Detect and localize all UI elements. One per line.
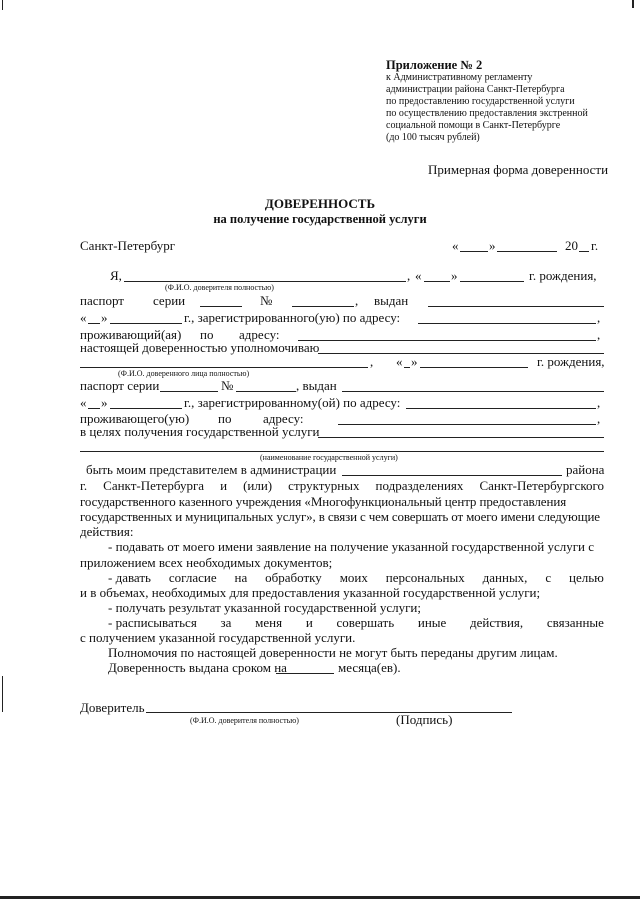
bullet-1-cont: приложением всех необходимых документов; <box>80 555 333 570</box>
agent-issued-month-field[interactable] <box>110 408 182 409</box>
bullet-2-cont: и в объемах, необходимых для предоставления указанной государственной услуги; <box>80 585 541 600</box>
validity-unit: месяца(ев). <box>338 660 401 675</box>
date-month-field[interactable] <box>497 251 557 252</box>
passport-issued-label: выдан <box>374 293 409 308</box>
agent-passport-issued-label: , выдан <box>296 378 337 393</box>
principal-birth-day[interactable] <box>424 281 450 282</box>
passport-label: паспорт <box>80 293 124 308</box>
principal-fio-caption: (Ф.И.О. доверителя полностью) <box>165 283 274 292</box>
agent-passport-label: паспорт серии <box>80 378 160 393</box>
principal-residing-po: по <box>200 327 214 342</box>
powers-text: Полномочия по настоящей доверенности не могут быть переданы другим лицам. <box>108 645 558 660</box>
body-line-1: быть моим представителем в администрации <box>86 462 337 477</box>
bullet-1: - подавать от моего имени заявление на получение указанной государственной услуги с <box>108 539 595 554</box>
service-name-field[interactable] <box>318 437 604 438</box>
appendix-line: по предоставлению государственной услуги <box>386 96 575 107</box>
date-year-suffix: г. <box>591 238 599 253</box>
body-line-3: государственного казенного учреждения «Многофункциональный центр предоставления <box>80 494 567 509</box>
agent-passport-number-label: № <box>221 378 234 393</box>
signature-fio-caption: (Ф.И.О. доверителя полностью) <box>190 716 299 725</box>
bullet-4-cont: с получением указанной государственной услуги. <box>80 630 356 645</box>
word: обработку <box>265 570 322 585</box>
word: связанные <box>546 615 604 630</box>
passport-series-label: серии <box>153 293 186 308</box>
word: данных, <box>482 570 528 585</box>
scan-edge-left <box>2 0 3 10</box>
word: - расписываться <box>108 615 197 630</box>
principal-birth-year[interactable] <box>504 281 524 282</box>
agent-passport-issued-by-field[interactable] <box>342 391 604 392</box>
bullet-3: - получать результат указанной государственной услуги; <box>108 600 422 615</box>
agent-residing-field[interactable] <box>338 424 596 425</box>
word: согласие <box>168 570 217 585</box>
agent-passport-series-field[interactable] <box>160 391 218 392</box>
appendix-line: к Административному регламенту <box>386 72 533 83</box>
agent-comma: , <box>370 354 374 369</box>
appendix-line: социальной помощи в Санкт-Петербурге <box>386 120 561 131</box>
agent-registered-field[interactable] <box>406 408 596 409</box>
date-quote-open: « <box>452 238 459 253</box>
bullet-4 <box>108 615 604 631</box>
date-year-prefix: 20 <box>565 238 578 253</box>
appendix-title: Приложение № 2 <box>386 58 483 72</box>
issued-quote-close: » <box>101 310 108 325</box>
agent-birth-month[interactable] <box>420 367 528 368</box>
agent-birth-label: г. рождения, <box>537 354 605 369</box>
agent-fio-field-cont[interactable] <box>80 367 368 368</box>
word: целью <box>569 570 604 585</box>
principal-birth-label: г. рождения, <box>529 268 597 283</box>
principal-fio-signature-field[interactable] <box>146 712 386 713</box>
principal-ya: Я, <box>110 268 122 283</box>
agent-residing-po: по <box>218 411 232 426</box>
word: (или) <box>243 478 273 493</box>
appendix-line: по осуществлению предоставления экстренной <box>386 108 588 119</box>
agent-quote-close: » <box>411 354 418 369</box>
appendix-line: (до 100 тысяч рублей) <box>386 132 480 143</box>
form-note: Примерная форма доверенности <box>428 162 609 177</box>
agent-registered-comma: , <box>597 395 601 410</box>
principal-residing-field[interactable] <box>298 340 596 341</box>
agent-birth-day[interactable] <box>404 367 410 368</box>
passport-number-label: № <box>260 293 273 308</box>
principal-fio-field[interactable] <box>124 281 406 282</box>
date-year-field[interactable] <box>579 251 589 252</box>
signature-sign-caption: (Подпись) <box>396 712 453 727</box>
issued-quote-open: « <box>80 310 87 325</box>
word: и <box>220 478 228 493</box>
issued-day-field[interactable] <box>88 323 100 324</box>
agent-passport-number-field[interactable] <box>236 391 296 392</box>
agent-issued-quote-open: « <box>80 395 87 410</box>
agent-residing-address: адресу: <box>263 411 304 426</box>
principal-residing-comma: , <box>597 327 601 342</box>
principal-quote-close: » <box>451 268 458 283</box>
word: совершать <box>336 615 395 630</box>
passport-series-field[interactable] <box>200 306 242 307</box>
appendix-line: администрации района Санкт-Петербурга <box>386 84 565 95</box>
administration-district-field[interactable] <box>342 475 562 476</box>
passport-number-field[interactable] <box>292 306 354 307</box>
signature-label: Доверитель <box>80 700 145 715</box>
service-name-field-cont[interactable] <box>80 451 604 452</box>
word: с <box>545 570 552 585</box>
agent-residing-comma: , <box>597 411 601 426</box>
agent-quote-open: « <box>396 354 403 369</box>
agent-issued-quote-close: » <box>101 395 108 410</box>
issued-month-field[interactable] <box>110 323 182 324</box>
principal-registered-comma: , <box>597 310 601 325</box>
body-line-4: государственных и муниципальных услуг», в связи с чем совершать от моего имени следующие <box>80 509 600 524</box>
bullet-2 <box>108 570 604 586</box>
scan-edge-bottom <box>0 896 640 899</box>
word: Санкт-Петербурга <box>103 478 205 493</box>
word: г. <box>80 478 88 493</box>
word: подразделениях <box>375 478 464 493</box>
principal-registered-field[interactable] <box>418 323 596 324</box>
principal-quote-open: « <box>415 268 422 283</box>
word: за <box>220 615 232 630</box>
agent-fio-caption: (Ф.И.О. доверенного лица полностью) <box>118 369 250 378</box>
word: и <box>305 615 313 630</box>
place: Санкт-Петербург <box>80 238 176 253</box>
word: иные <box>417 615 447 630</box>
purpose-label: в целях получения государственной услуги <box>80 424 320 439</box>
scan-edge-right <box>632 0 634 8</box>
word: на <box>234 570 248 585</box>
document-subtitle: на получение государственной услуги <box>213 212 427 226</box>
word: меня <box>255 615 283 630</box>
principal-residing-address: адресу: <box>239 327 280 342</box>
word: структурных <box>288 478 360 493</box>
word: моих <box>339 570 368 585</box>
principal-registered-label: г., зарегистрированного(ую) по адресу: <box>184 310 401 325</box>
date-quote-close: » <box>489 238 496 253</box>
principal-comma: , <box>407 268 411 283</box>
agent-issued-day-field[interactable] <box>88 408 100 409</box>
scan-edge-left <box>2 676 3 712</box>
body-line-2 <box>80 478 604 494</box>
word: персональных <box>385 570 465 585</box>
word: Санкт-Петербургского <box>479 478 604 493</box>
word: действия, <box>470 615 524 630</box>
service-caption: (наименование государственной услуги) <box>260 453 398 462</box>
body-line-5: действия: <box>80 524 134 539</box>
authorize-label: настоящей доверенностью уполномочиваю <box>80 340 320 355</box>
passport-issued-by-field[interactable] <box>428 306 604 307</box>
agent-residing-label: проживающего(ую) <box>80 411 190 426</box>
word: - давать <box>108 570 151 585</box>
document-title: ДОВЕРЕННОСТЬ <box>264 196 376 211</box>
body-line-1-end: района <box>566 462 605 477</box>
date-day-field[interactable] <box>460 251 488 252</box>
agent-registered-label: г., зарегистрированному(ой) по адресу: <box>184 395 401 410</box>
passport-comma: , <box>355 293 359 308</box>
principal-residing-label: проживающий(ая) <box>80 327 182 342</box>
validity-months-field[interactable] <box>276 673 334 674</box>
validity-label: Доверенность выдана сроком на <box>108 660 287 675</box>
